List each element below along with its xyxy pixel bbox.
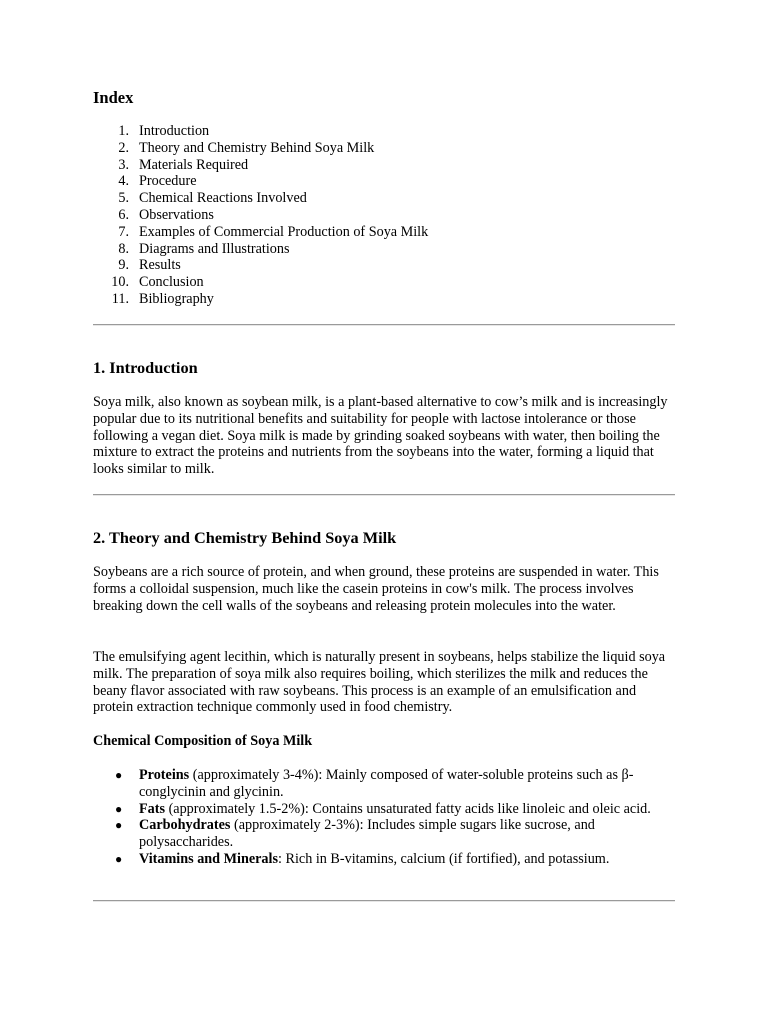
- index-item-number: 7.: [118, 223, 129, 240]
- index-item: [93, 140, 428, 157]
- theory-paragraph-2: The emulsifying agent lecithin, which is naturally present in soybeans, helps stabilize the liquid soya milk. The preparation of soya milk also requires boiling, which sterilizes the milk and reduces the beany flavor associated with raw soybeans. This process is an example of an emulsification and protein extraction technique commonly used in food chemistry.: [93, 649, 666, 716]
- composition-list: [93, 767, 675, 868]
- theory-paragraph-1: Soybeans are a rich source of protein, and when ground, these proteins are suspended in water. This forms a colloidal suspension, much like the casein proteins in cow's milk. The process involves breaking down the cell walls of the soybeans and releasing protein molecules into the water.: [93, 564, 659, 614]
- index-item: [93, 241, 428, 258]
- composition-description: : Rich in B-vitamins, calcium (if fortified), and potassium.: [278, 850, 610, 867]
- composition-heading: Chemical Composition of Soya Milk: [93, 733, 313, 749]
- theory-heading: 2. Theory and Chemistry Behind Soya Milk: [93, 528, 397, 547]
- index-item: [93, 274, 428, 291]
- section-divider: [93, 494, 675, 496]
- index-item-label: Diagrams and Illustrations: [139, 240, 290, 257]
- bullet-icon: ●: [115, 851, 123, 866]
- index-item-label: Bibliography: [139, 290, 214, 307]
- index-item: [93, 224, 428, 241]
- bullet-icon: ●: [115, 801, 123, 816]
- index-item-label: Chemical Reactions Involved: [139, 190, 307, 207]
- composition-item: [93, 767, 669, 801]
- composition-description: (approximately 1.5-2%): Contains unsaturated fatty acids like linoleic and oleic acid.: [165, 800, 651, 817]
- introduction-paragraph: Soya milk, also known as soybean milk, is a plant-based alternative to cow’s milk and is increasingly popular due to its nutritional benefits and suitability for people with lactose intolerance or those following a vegan diet. Soya milk is made by grinding soaked soybeans with water, then boiling the mixture to extract the proteins and nutrients from the soybeans into the water, forming a liquid that looks similar to milk.: [93, 394, 668, 478]
- introduction-heading: 1. Introduction: [93, 358, 198, 377]
- bullet-icon: ●: [115, 818, 123, 833]
- index-item: [93, 173, 428, 190]
- index-item-number: 9.: [118, 257, 129, 274]
- index-item-label: Materials Required: [139, 156, 249, 173]
- index-item-number: 3.: [118, 156, 129, 173]
- index-list: [93, 123, 428, 308]
- index-item-number: 8.: [118, 240, 129, 257]
- index-item-label: Examples of Commercial Production of Soya Milk: [139, 223, 429, 240]
- index-item-label: Procedure: [139, 173, 197, 190]
- index-item-number: 5.: [118, 190, 129, 207]
- index-item-number: 4.: [118, 173, 129, 190]
- index-item: [93, 257, 428, 274]
- composition-description: (approximately 3-4%): Mainly composed of water-soluble proteins such as β-conglycinin and glycinin.: [139, 767, 634, 800]
- index-item-label: Observations: [139, 206, 214, 223]
- composition-item: [93, 817, 669, 851]
- composition-item: [93, 801, 669, 818]
- index-title: Index: [93, 88, 134, 107]
- composition-term: Vitamins and Minerals: [139, 850, 278, 867]
- composition-item: [93, 851, 669, 868]
- index-item-number: 2.: [118, 139, 129, 156]
- composition-description: (approximately 2-3%): Includes simple sugars like sucrose, and polysaccharides.: [139, 817, 595, 851]
- index-item: [93, 123, 428, 140]
- section-divider: [93, 324, 675, 326]
- composition-term: Carbohydrates: [139, 817, 231, 834]
- composition-term: Proteins: [139, 767, 190, 783]
- index-item-number: 11.: [111, 290, 129, 307]
- index-item: [93, 291, 428, 308]
- index-item-number: 6.: [118, 206, 129, 223]
- section-divider: [93, 900, 675, 902]
- index-item-label: Results: [139, 257, 181, 274]
- index-item: [93, 190, 428, 207]
- index-item-label: Theory and Chemistry Behind Soya Milk: [139, 139, 375, 156]
- index-item-label: Conclusion: [139, 274, 204, 291]
- bullet-icon: ●: [115, 768, 123, 782]
- index-item-label: Introduction: [139, 123, 210, 139]
- index-item-number: 1.: [118, 123, 129, 139]
- index-item-number: 10.: [111, 274, 129, 291]
- index-item: [93, 157, 428, 174]
- composition-term: Fats: [139, 800, 166, 817]
- index-item: [93, 207, 428, 224]
